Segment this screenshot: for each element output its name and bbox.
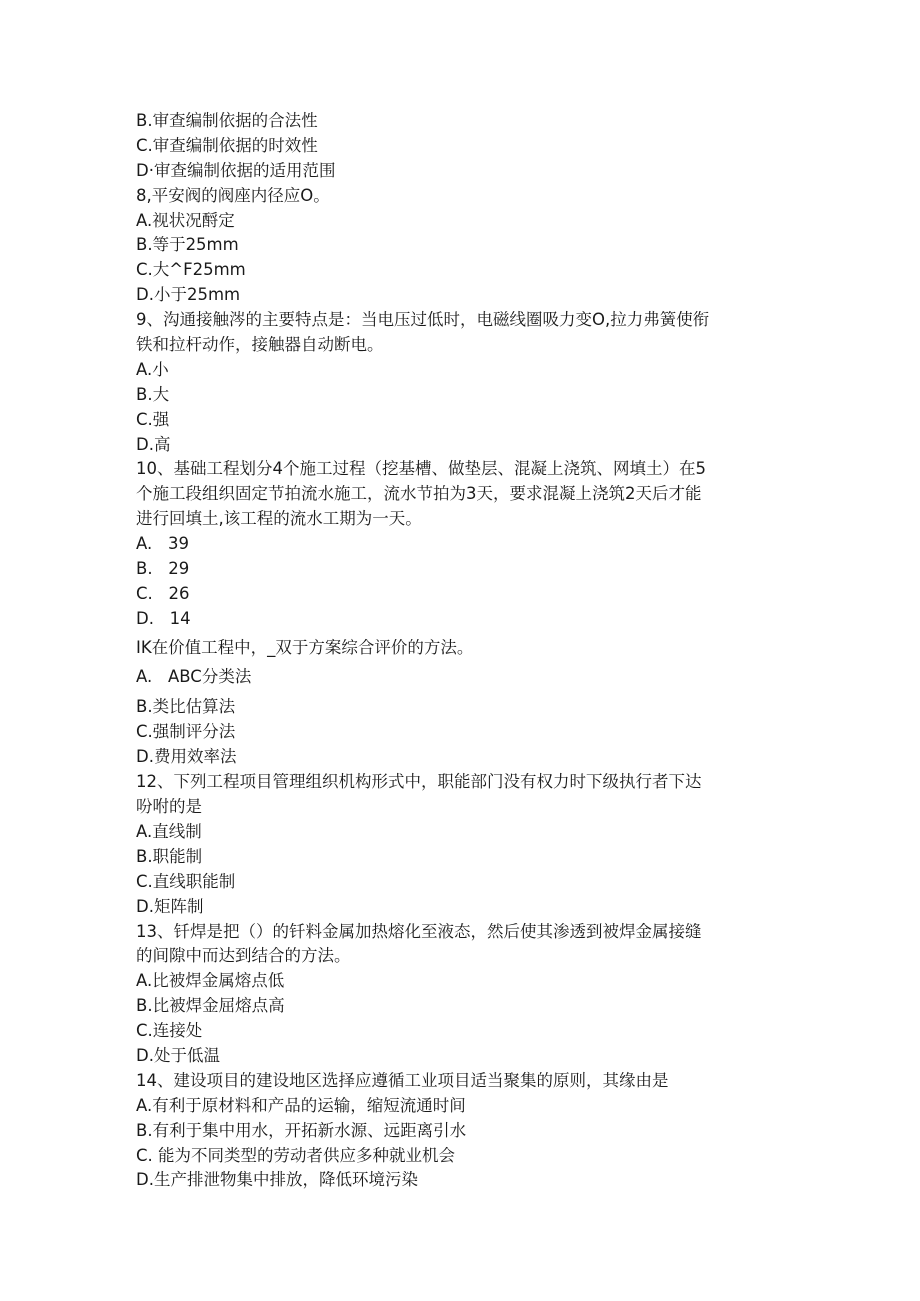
option-line: C.强 — [136, 409, 170, 429]
option-line: C.直线职能制 — [136, 871, 236, 891]
question-10-stem-cont: 进行回填土,该工程的流水工期为一天。 — [136, 509, 422, 529]
option-line: C.连接处 — [136, 1021, 203, 1041]
option-line: B.等于25mm — [136, 235, 239, 255]
option-line: B.大 — [136, 384, 170, 404]
option-line: B.类比估算法 — [136, 697, 236, 717]
text-line: C.审查编制依据的时效性 — [136, 135, 318, 155]
option-line: D.矩阵制 — [136, 896, 204, 916]
option-line: C. 26 — [136, 583, 190, 603]
text-line: B.审查编制依据的合法性 — [136, 111, 318, 130]
option-line: A.视状况酹定 — [136, 210, 235, 230]
option-line: C.大^F25mm — [136, 260, 246, 280]
option-line: C.强制评分法 — [136, 722, 236, 742]
question-12-stem: 12、下列工程项目管理组织机构形式中，职能部门没有权力时下级执行者下达 — [136, 772, 702, 792]
question-9-stem: 9、沟通接触涔的主要特点是：当电压过低时，电磁线圈吸力变O,拉力弗簧使衔 — [136, 310, 710, 330]
option-line: A. ABC分类法 — [136, 666, 252, 686]
option-line: A. 39 — [136, 534, 189, 554]
option-line: A.有利于原材料和产品的运输，缩短流通时间 — [136, 1095, 466, 1115]
question-13-stem: 13、钎焊是把（）的钎料金属加热熔化至液态，然后使其渗透到被焊金属接缝 — [136, 921, 702, 941]
option-line: B.职能制 — [136, 846, 203, 866]
text-line: D·审查编制依据的适用范围 — [136, 160, 336, 180]
option-line: D. 14 — [136, 608, 191, 628]
option-line: D.处于低温 — [136, 1045, 220, 1065]
option-line: A.比被焊金属熔点低 — [136, 971, 285, 991]
question-11-stem: IK在价值工程中，_双于方案综合评价的方法。 — [136, 637, 474, 657]
option-line: C. 能为不同类型的劳动者供应多种就业机会 — [136, 1145, 456, 1165]
question-9-stem-cont: 铁和拉杆动作，接触器自动断电。 — [136, 335, 384, 355]
option-line: A.小 — [136, 359, 169, 379]
question-13-stem-cont: 的间隙中而达到结合的方法。 — [136, 946, 351, 966]
option-line: D.高 — [136, 434, 171, 454]
question-14-stem: 14、建设项目的建设地区选择应遵循工业项目适当聚集的原则，其缘由是 — [136, 1070, 669, 1090]
option-line: D.生产排泄物集中排放，降低环境污染 — [136, 1170, 418, 1190]
option-line: B.比被焊金屈熔点高 — [136, 996, 285, 1016]
option-line: D.小于25mm — [136, 285, 241, 305]
question-list — [136, 109, 796, 1193]
question-12-stem-cont: 吩咐的是 — [136, 797, 202, 817]
question-10-stem-cont: 个施工段组织固定节拍流水施工，流水节拍为3天，要求混凝上浇筑2天后才能 — [136, 484, 702, 504]
question-10-stem: 10、基础工程划分4个施工过程（挖基槽、做垫层、混凝上浇筑、网填土）在5 — [136, 459, 706, 479]
option-line: B.有利于集中用水，开拓新水源、远距离引水 — [136, 1120, 467, 1140]
option-line: B. 29 — [136, 559, 190, 579]
option-line: A.直线制 — [136, 821, 202, 841]
question-8-stem: 8,平安阀的阀座内径应O。 — [136, 185, 330, 205]
option-line: D.费用效率法 — [136, 747, 237, 767]
